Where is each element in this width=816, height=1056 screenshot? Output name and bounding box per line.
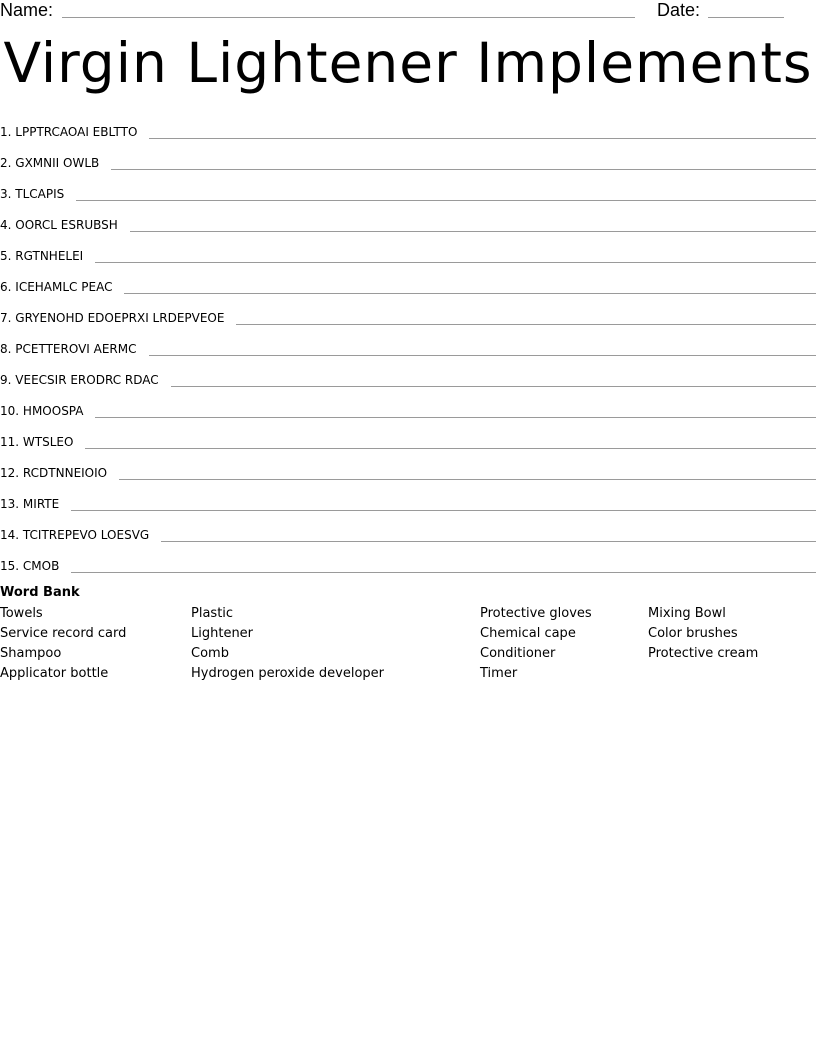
question-list: [0, 111, 816, 576]
question-number: 8.: [0, 342, 12, 356]
question-number: 6.: [0, 280, 12, 294]
word-bank-column: [648, 604, 758, 664]
scrambled-word: GRYENOHD EDOEPRXI LRDEPVEOE: [15, 311, 225, 325]
question-number: 12.: [0, 466, 20, 480]
word-bank-column: [480, 604, 592, 684]
question-row: [0, 173, 816, 204]
word-bank: [0, 584, 816, 684]
question-row: [0, 235, 816, 266]
word-bank-item: Conditioner: [480, 646, 556, 661]
word-bank-item: Shampoo: [0, 646, 62, 661]
question-row: [0, 204, 816, 235]
word-bank-grid: [0, 604, 816, 684]
question-text: [0, 370, 171, 390]
scrambled-word: WTSLEO: [22, 435, 74, 449]
name-label: Name:: [0, 0, 54, 20]
question-row: [0, 266, 816, 297]
question-row: [0, 142, 816, 173]
question-row: [0, 483, 816, 514]
scrambled-word: VEECSIR ERODRC RDAC: [15, 373, 159, 387]
question-text: [0, 494, 71, 514]
answer-line[interactable]: [171, 385, 816, 387]
question-text: [0, 463, 119, 483]
answer-line[interactable]: [76, 199, 816, 201]
question-number: 9.: [0, 373, 12, 387]
question-text: [0, 401, 95, 421]
name-date-header: [0, 0, 816, 22]
question-number: 13.: [0, 497, 20, 511]
question-text: [0, 432, 85, 452]
word-bank-column: [191, 604, 384, 684]
date-line: [708, 17, 784, 18]
word-bank-item: Color brushes: [648, 626, 738, 641]
word-bank-column: [0, 604, 126, 684]
scrambled-word: CMOB: [22, 559, 60, 573]
answer-line[interactable]: [95, 416, 816, 418]
scrambled-word: RGTNHELEI: [15, 249, 84, 263]
question-text: [0, 153, 111, 173]
answer-line[interactable]: [124, 292, 816, 294]
question-number: 14.: [0, 528, 20, 542]
question-row: [0, 545, 816, 576]
question-number: 4.: [0, 218, 12, 232]
question-number: 10.: [0, 404, 20, 418]
word-bank-item: Mixing Bowl: [648, 606, 726, 621]
word-bank-item: Chemical cape: [480, 626, 576, 641]
answer-line[interactable]: [130, 230, 816, 232]
scrambled-word: GXMNII OWLB: [15, 156, 100, 170]
question-number: 11.: [0, 435, 20, 449]
word-bank-item: Plastic: [191, 606, 234, 621]
word-bank-item: Protective cream: [648, 646, 759, 661]
word-bank-item: Timer: [480, 666, 518, 681]
scrambled-word: MIRTE: [22, 497, 60, 511]
question-number: 3.: [0, 187, 12, 201]
scrambled-word: PCETTEROVI AERMC: [15, 342, 137, 356]
scrambled-word: ICEHAMLC PEAC: [15, 280, 113, 294]
question-text: [0, 556, 71, 576]
question-row: [0, 297, 816, 328]
worksheet-title: Virgin Lightener Implements: [3, 31, 813, 95]
answer-line[interactable]: [71, 509, 816, 511]
question-row: [0, 452, 816, 483]
question-text: [0, 277, 124, 297]
answer-line[interactable]: [149, 137, 816, 139]
question-number: 1.: [0, 125, 12, 139]
scrambled-word: RCDTNNEIOIO: [22, 466, 108, 480]
word-bank-item: Lightener: [191, 626, 254, 641]
word-bank-item: Hydrogen peroxide developer: [191, 666, 385, 681]
question-number: 5.: [0, 249, 12, 263]
question-row: [0, 359, 816, 390]
scrambled-word: TLCAPIS: [15, 187, 65, 201]
answer-line[interactable]: [119, 478, 816, 480]
word-bank-title: Word Bank: [0, 585, 80, 600]
word-bank-item: Applicator bottle: [0, 666, 109, 681]
question-text: [0, 339, 149, 359]
question-row: [0, 328, 816, 359]
question-text: [0, 308, 236, 328]
question-text: [0, 525, 161, 545]
question-row: [0, 390, 816, 421]
word-bank-item: Towels: [0, 606, 43, 621]
question-row: [0, 514, 816, 545]
question-number: 7.: [0, 311, 12, 325]
answer-line[interactable]: [71, 571, 816, 573]
question-number: 2.: [0, 156, 12, 170]
scrambled-word: OORCL ESRUBSH: [15, 218, 118, 232]
question-row: [0, 111, 816, 142]
answer-line[interactable]: [161, 540, 816, 542]
question-text: [0, 122, 149, 142]
date-label: Date:: [657, 0, 701, 20]
question-text: [0, 246, 95, 266]
scrambled-word: LPPTRCAOAI EBLTTO: [15, 125, 138, 139]
answer-line[interactable]: [85, 447, 816, 449]
answer-line[interactable]: [111, 168, 816, 170]
question-row: [0, 421, 816, 452]
word-bank-item: Service record card: [0, 626, 127, 641]
question-number: 15.: [0, 559, 20, 573]
question-text: [0, 184, 76, 204]
question-text: [0, 215, 130, 235]
answer-line[interactable]: [149, 354, 816, 356]
name-line: [62, 17, 635, 18]
scrambled-word: TCITREPEVO LOESVG: [22, 528, 150, 542]
answer-line[interactable]: [236, 323, 816, 325]
answer-line[interactable]: [95, 261, 816, 263]
scrambled-word: HMOOSPA: [22, 404, 84, 418]
word-bank-item: Protective gloves: [480, 606, 592, 621]
word-bank-item: Comb: [191, 646, 229, 661]
